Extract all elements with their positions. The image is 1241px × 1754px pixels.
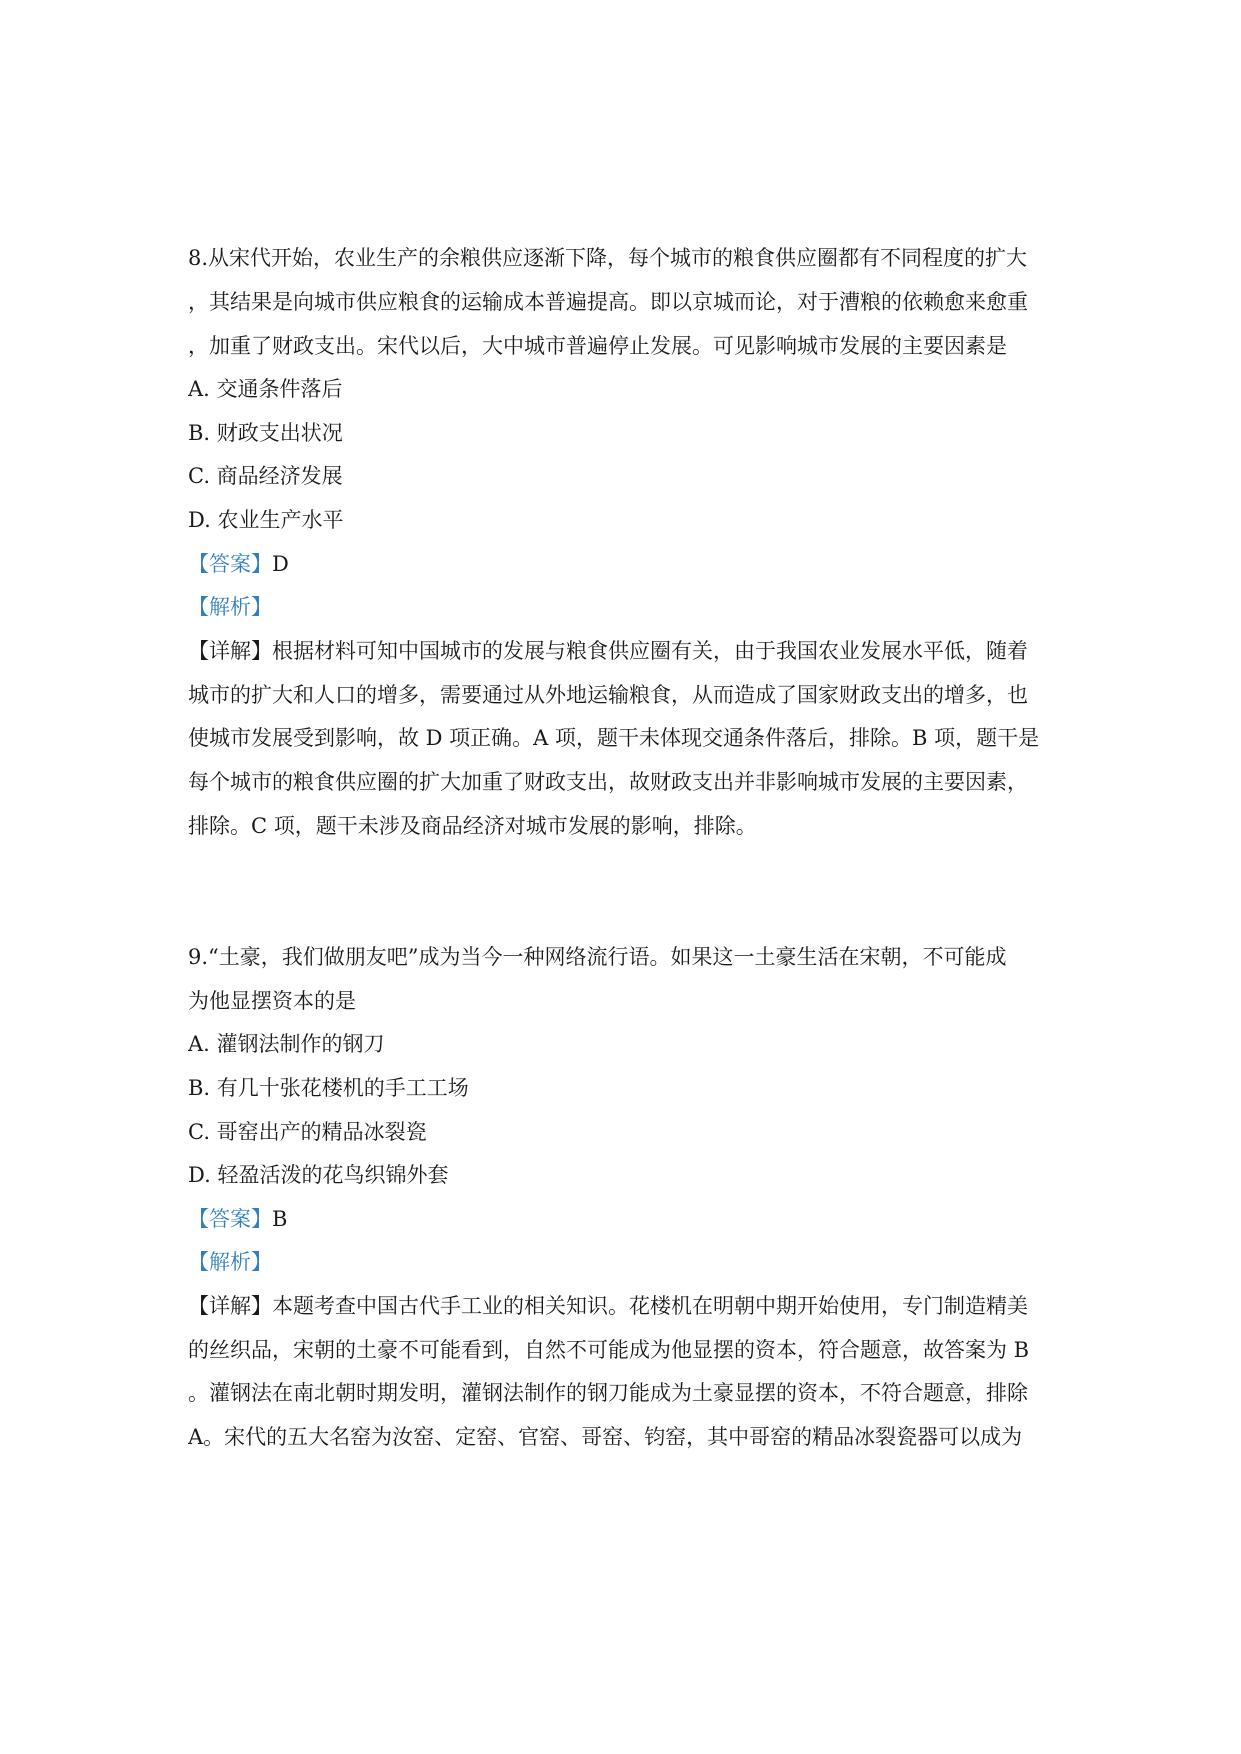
q8-option-b: B. 财政支出状况 bbox=[188, 421, 343, 445]
q8-answer-label: 【答案】 bbox=[188, 552, 272, 576]
q9-option-a: A. 灌钢法制作的钢刀 bbox=[188, 1032, 385, 1056]
q9-answer-label: 【答案】 bbox=[188, 1207, 272, 1231]
q9-detail-text-1: 本题考查中国古代手工业的相关知识。花楼机在明朝中期开始使用，专门制造精美 bbox=[272, 1294, 1028, 1318]
q8-detail-line-5: 排除。C 项，题干未涉及商品经济对城市发展的影响，排除。 bbox=[188, 814, 757, 838]
q8-detail-line-1 bbox=[188, 636, 1058, 666]
q9-detail-line-3: 。灌钢法在南北朝时期发明，灌钢法制作的钢刀能成为土豪显摆的资本，不符合题意，排除 bbox=[188, 1381, 1028, 1405]
q8-detail-label: 【详解】 bbox=[188, 639, 272, 663]
q9-analysis-label: 【解析】 bbox=[188, 1250, 272, 1274]
q8-option-c: C. 商品经济发展 bbox=[188, 464, 343, 488]
q9-detail-line-2: 的丝织品，宋朝的土豪不可能看到，自然不可能成为他显摆的资本，符合题意，故答案为 B bbox=[188, 1338, 1030, 1362]
q8-analysis-label: 【解析】 bbox=[188, 595, 272, 619]
q8-option-a: A. 交通条件落后 bbox=[188, 377, 343, 401]
q8-detail-line-2: 城市的扩大和人口的增多，需要通过从外地运输粮食，从而造成了国家财政支出的增多，也 bbox=[188, 683, 1028, 707]
q9-stem-line-1: 9.“土豪，我们做朋友吧”成为当今一种网络流行语。如果这一土豪生活在宋朝，不可能成 bbox=[188, 945, 1007, 969]
q9-detail-line-4: A。宋代的五大名窑为汝窑、定窑、官窑、哥窑、钧窑，其中哥窑的精品冰裂瓷器可以成为 bbox=[188, 1425, 1023, 1449]
q8-answer-value: D bbox=[272, 552, 289, 576]
q8-analysis bbox=[188, 592, 1058, 622]
q9-analysis bbox=[188, 1247, 1058, 1277]
q9-answer-value: B bbox=[272, 1207, 288, 1231]
q9-answer bbox=[188, 1204, 1058, 1234]
q8-detail-text-1: 根据材料可知中国城市的发展与粮食供应圈有关，由于我国农业发展水平低，随着 bbox=[272, 639, 1028, 663]
q8-answer bbox=[188, 549, 1058, 579]
q9-option-d: D. 轻盈活泼的花鸟织锦外套 bbox=[188, 1163, 449, 1187]
q8-option-d: D. 农业生产水平 bbox=[188, 508, 344, 532]
q8-detail-line-3: 使城市发展受到影响，故 D 项正确。A 项，题干未体现交通条件落后，排除。B 项，题干是 bbox=[188, 726, 1040, 750]
q9-stem-line-2: 为他显摆资本的是 bbox=[188, 989, 356, 1013]
q9-option-c: C. 哥窑出产的精品冰裂瓷 bbox=[188, 1120, 427, 1144]
q8-stem-line-3: ，加重了财政支出。宋代以后，大中城市普遍停止发展。可见影响城市发展的主要因素是 bbox=[188, 334, 1007, 358]
q9-detail-line-1 bbox=[188, 1291, 1058, 1321]
q9-option-b: B. 有几十张花楼机的手工工场 bbox=[188, 1076, 469, 1100]
q8-detail-line-4: 每个城市的粮食供应圈的扩大加重了财政支出，故财政支出并非影响城市发展的主要因素， bbox=[188, 770, 1028, 794]
q8-stem-line-1: 8.从宋代开始，农业生产的余粮供应逐渐下降，每个城市的粮食供应圈都有不同程度的扩大 bbox=[188, 246, 1028, 270]
q9-detail-label: 【详解】 bbox=[188, 1294, 272, 1318]
q8-stem-line-2: ，其结果是向城市供应粮食的运输成本普遍提高。即以京城而论，对于漕粮的依赖愈来愈重 bbox=[188, 290, 1028, 314]
